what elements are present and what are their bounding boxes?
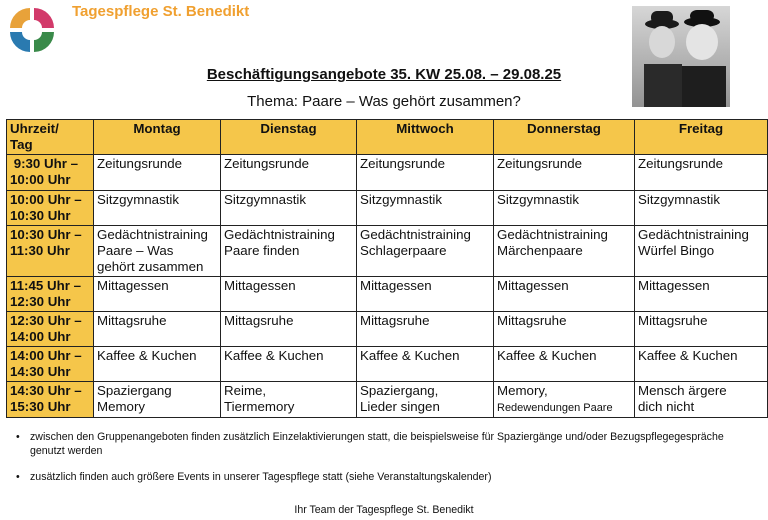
bullet-icon: • — [16, 431, 20, 443]
activity-cell: Sitzgymnastik — [221, 191, 357, 226]
day-header: Donnerstag — [494, 120, 635, 155]
activity-cell: Gedächtnistraining Paare finden — [221, 226, 357, 277]
page-title: Beschäftigungsangebote 35. KW 25.08. – 29.08.25 — [206, 66, 562, 83]
activity-cell: Zeitungsrunde — [494, 155, 635, 191]
time-cell: 14:00 Uhr – 14:30 Uhr — [7, 347, 94, 382]
activity-cell: Mittagsruhe — [221, 312, 357, 347]
table-row — [7, 155, 768, 191]
activity-cell: Kaffee & Kuchen — [494, 347, 635, 382]
activity-cell: Mittagessen — [221, 277, 357, 312]
footer-signature: Ihr Team der Tagespflege St. Benedikt — [294, 504, 474, 516]
list-item: • zwischen den Gruppenangeboten finden zusätzlich Einzelaktivierungen statt, die beispielsweise für Spaziergänge und/oder Bezugspflegegespräche genutzt werden — [16, 431, 724, 457]
activity-cell: Mittagsruhe — [635, 312, 768, 347]
activity-cell: Sitzgymnastik — [494, 191, 635, 226]
time-cell: 9:30 Uhr – 10:00 Uhr — [7, 155, 94, 191]
activity-cell: Kaffee & Kuchen — [221, 347, 357, 382]
table-row — [7, 226, 768, 277]
activity-cell: Sitzgymnastik — [94, 191, 221, 226]
activity-cell: Memory, Redewendungen Paare — [494, 382, 635, 418]
table-row — [7, 277, 768, 312]
table-row — [7, 312, 768, 347]
activity-cell: Mittagsruhe — [494, 312, 635, 347]
time-cell: 14:30 Uhr – 15:30 Uhr — [7, 382, 94, 418]
activity-cell: Sitzgymnastik — [635, 191, 768, 226]
day-header: Mittwoch — [357, 120, 494, 155]
portrait-photo — [632, 6, 730, 107]
activity-cell: Gedächtnistraining Würfel Bingo — [635, 226, 768, 277]
activity-cell: Mittagsruhe — [357, 312, 494, 347]
activity-cell: Mensch ärgere dich nicht — [635, 382, 768, 418]
day-header: Dienstag — [221, 120, 357, 155]
list-item: • zusätzlich finden auch größere Events in unserer Tagespflege statt (siehe Veranstaltungskalender) — [16, 471, 492, 483]
bullet-icon: • — [16, 471, 20, 483]
activity-cell: Mittagessen — [357, 277, 494, 312]
activity-cell: Mittagessen — [494, 277, 635, 312]
activity-cell: Gedächtnistraining Paare – Was gehört zusammen — [94, 226, 221, 277]
page-subtitle: Thema: Paare – Was gehört zusammen? — [247, 93, 521, 110]
activity-cell: Spaziergang, Lieder singen — [357, 382, 494, 418]
activity-cell: Mittagsruhe — [94, 312, 221, 347]
time-cell: 11:45 Uhr – 12:30 Uhr — [7, 277, 94, 312]
table-row — [7, 347, 768, 382]
table-row — [7, 382, 768, 418]
org-name: Tagespflege St. Benedikt — [72, 3, 250, 20]
activity-cell: Mittagessen — [94, 277, 221, 312]
activity-cell: Zeitungsrunde — [94, 155, 221, 191]
activity-cell: Zeitungsrunde — [357, 155, 494, 191]
day-header: Freitag — [635, 120, 768, 155]
day-header: Montag — [94, 120, 221, 155]
activity-cell: Reime, Tiermemory — [221, 382, 357, 418]
activity-cell: Gedächtnistraining Schlagerpaare — [357, 226, 494, 277]
activity-cell: Zeitungsrunde — [221, 155, 357, 191]
activity-cell: Gedächtnistraining Märchenpaare — [494, 226, 635, 277]
table-row — [7, 191, 768, 226]
activity-cell: Kaffee & Kuchen — [357, 347, 494, 382]
schedule-table — [6, 119, 768, 418]
time-cell: 12:30 Uhr – 14:00 Uhr — [7, 312, 94, 347]
time-cell: 10:30 Uhr – 11:30 Uhr — [7, 226, 94, 277]
activity-cell: Spaziergang Memory — [94, 382, 221, 418]
activity-cell: Kaffee & Kuchen — [635, 347, 768, 382]
time-cell: 10:00 Uhr – 10:30 Uhr — [7, 191, 94, 226]
activity-cell: Zeitungsrunde — [635, 155, 768, 191]
corner-header: Uhrzeit/ Tag — [7, 120, 94, 155]
activity-cell: Mittagessen — [635, 277, 768, 312]
activity-cell: Sitzgymnastik — [357, 191, 494, 226]
activity-cell: Kaffee & Kuchen — [94, 347, 221, 382]
logo-icon — [4, 2, 60, 58]
table-header-row — [7, 120, 768, 155]
notes-list — [16, 430, 756, 496]
